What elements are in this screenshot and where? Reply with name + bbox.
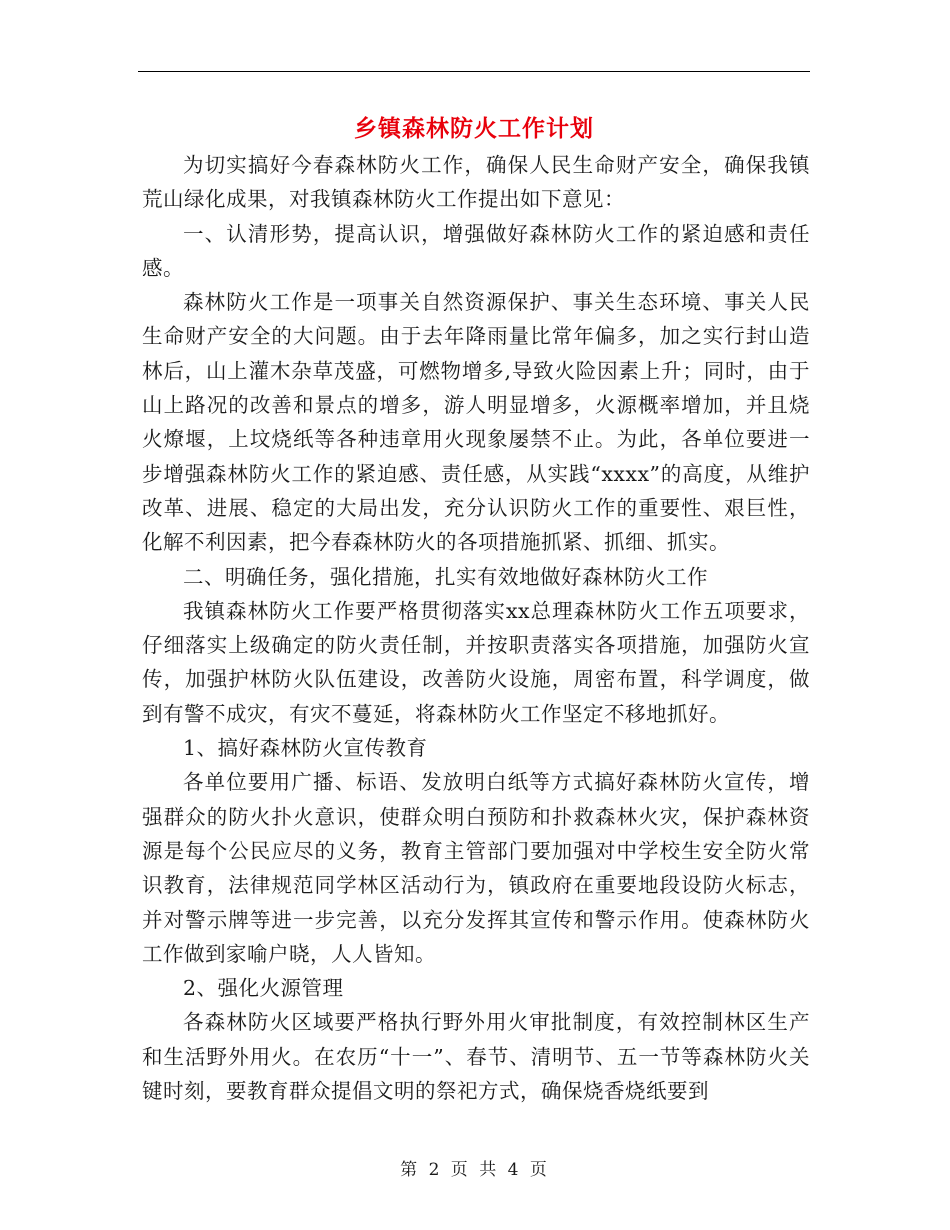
heading-section-2: 二、明确任务，强化措施，扎实有效地做好森林防火工作 (183, 564, 708, 589)
heading-section-1: 一、认清形势，提高认识，增强做好森林防火工作的紧迫感和责任感。 (142, 221, 810, 280)
paragraph-fire-source: 各森林防火区域要严格执行野外用火审批制度，有效控制林区生产和生活野外用火。在农历“十一”、春节、清明节、五一节等森林防火关键时刻，要教育群众提倡文明的祭祀方式，确保烧香烧纸要到 (142, 1010, 810, 1104)
heading-subsection-2: 2、强化火源管理 (183, 976, 344, 1001)
paragraph-tasks: 我镇森林防火工作要严格贯彻落实xx总理森林防火工作五项要求，仔细落实上级确定的防火责任制，并按职责落实各项措施，加强防火宣传，加强护林防火队伍建设，改善防火设施，周密布置，科学调度，做到有警不成灾，有灾不蔓延，将森林防火工作坚定不移地抓好。 (142, 598, 810, 726)
paragraph-situation: 森林防火工作是一项事关自然资源保护、事关生态环境、事关人民生命财产安全的大问题。由于去年降雨量比常年偏多，加之实行封山造林后，山上灌木杂草茂盛，可燃物增多,导致火险因素上升；同时，由于山上路况的改善和景点的增多，游人明显增多，火源概率增加，并且烧火燎堰，上坟烧纸等各种违章用火现象屡禁不止。为此，各单位要进一步增强森林防火工作的紧迫感、责任感，从实践“xxxx”的高度，从维护改革、进展、稳定的大局出发，充分认识防火工作的重要性、艰巨性，化解不利因素，把今春森林防火的各项措施抓紧、抓细、抓实。 (142, 290, 810, 555)
document-body (142, 148, 810, 1108)
document-title: 乡镇森林防火工作计划 (354, 115, 594, 142)
heading-subsection-1: 1、搞好森林防火宣传教育 (183, 736, 428, 761)
paragraph-intro: 为切实搞好今春森林防火工作，确保人民生命财产安全，确保我镇荒山绿化成果，对我镇森林防火工作提出如下意见： (142, 153, 810, 212)
paragraph-publicity: 各单位要用广播、标语、发放明白纸等方式搞好森林防火宣传，增强群众的防火扑火意识，使群众明白预防和扑救森林火灾，保护森林资源是每个公民应尽的义务，教育主管部门要加强对中学校生安全防火常识教育，法律规范同学林区活动行为，镇政府在重要地段设防火标志，并对警示牌等进一步完善，以充分发挥其宣传和警示作用。使森林防火工作做到家喻户晓，人人皆知。 (142, 770, 810, 966)
header-rule (138, 71, 810, 72)
page-number-footer: 第 2 页 共 4 页 (400, 1160, 550, 1180)
